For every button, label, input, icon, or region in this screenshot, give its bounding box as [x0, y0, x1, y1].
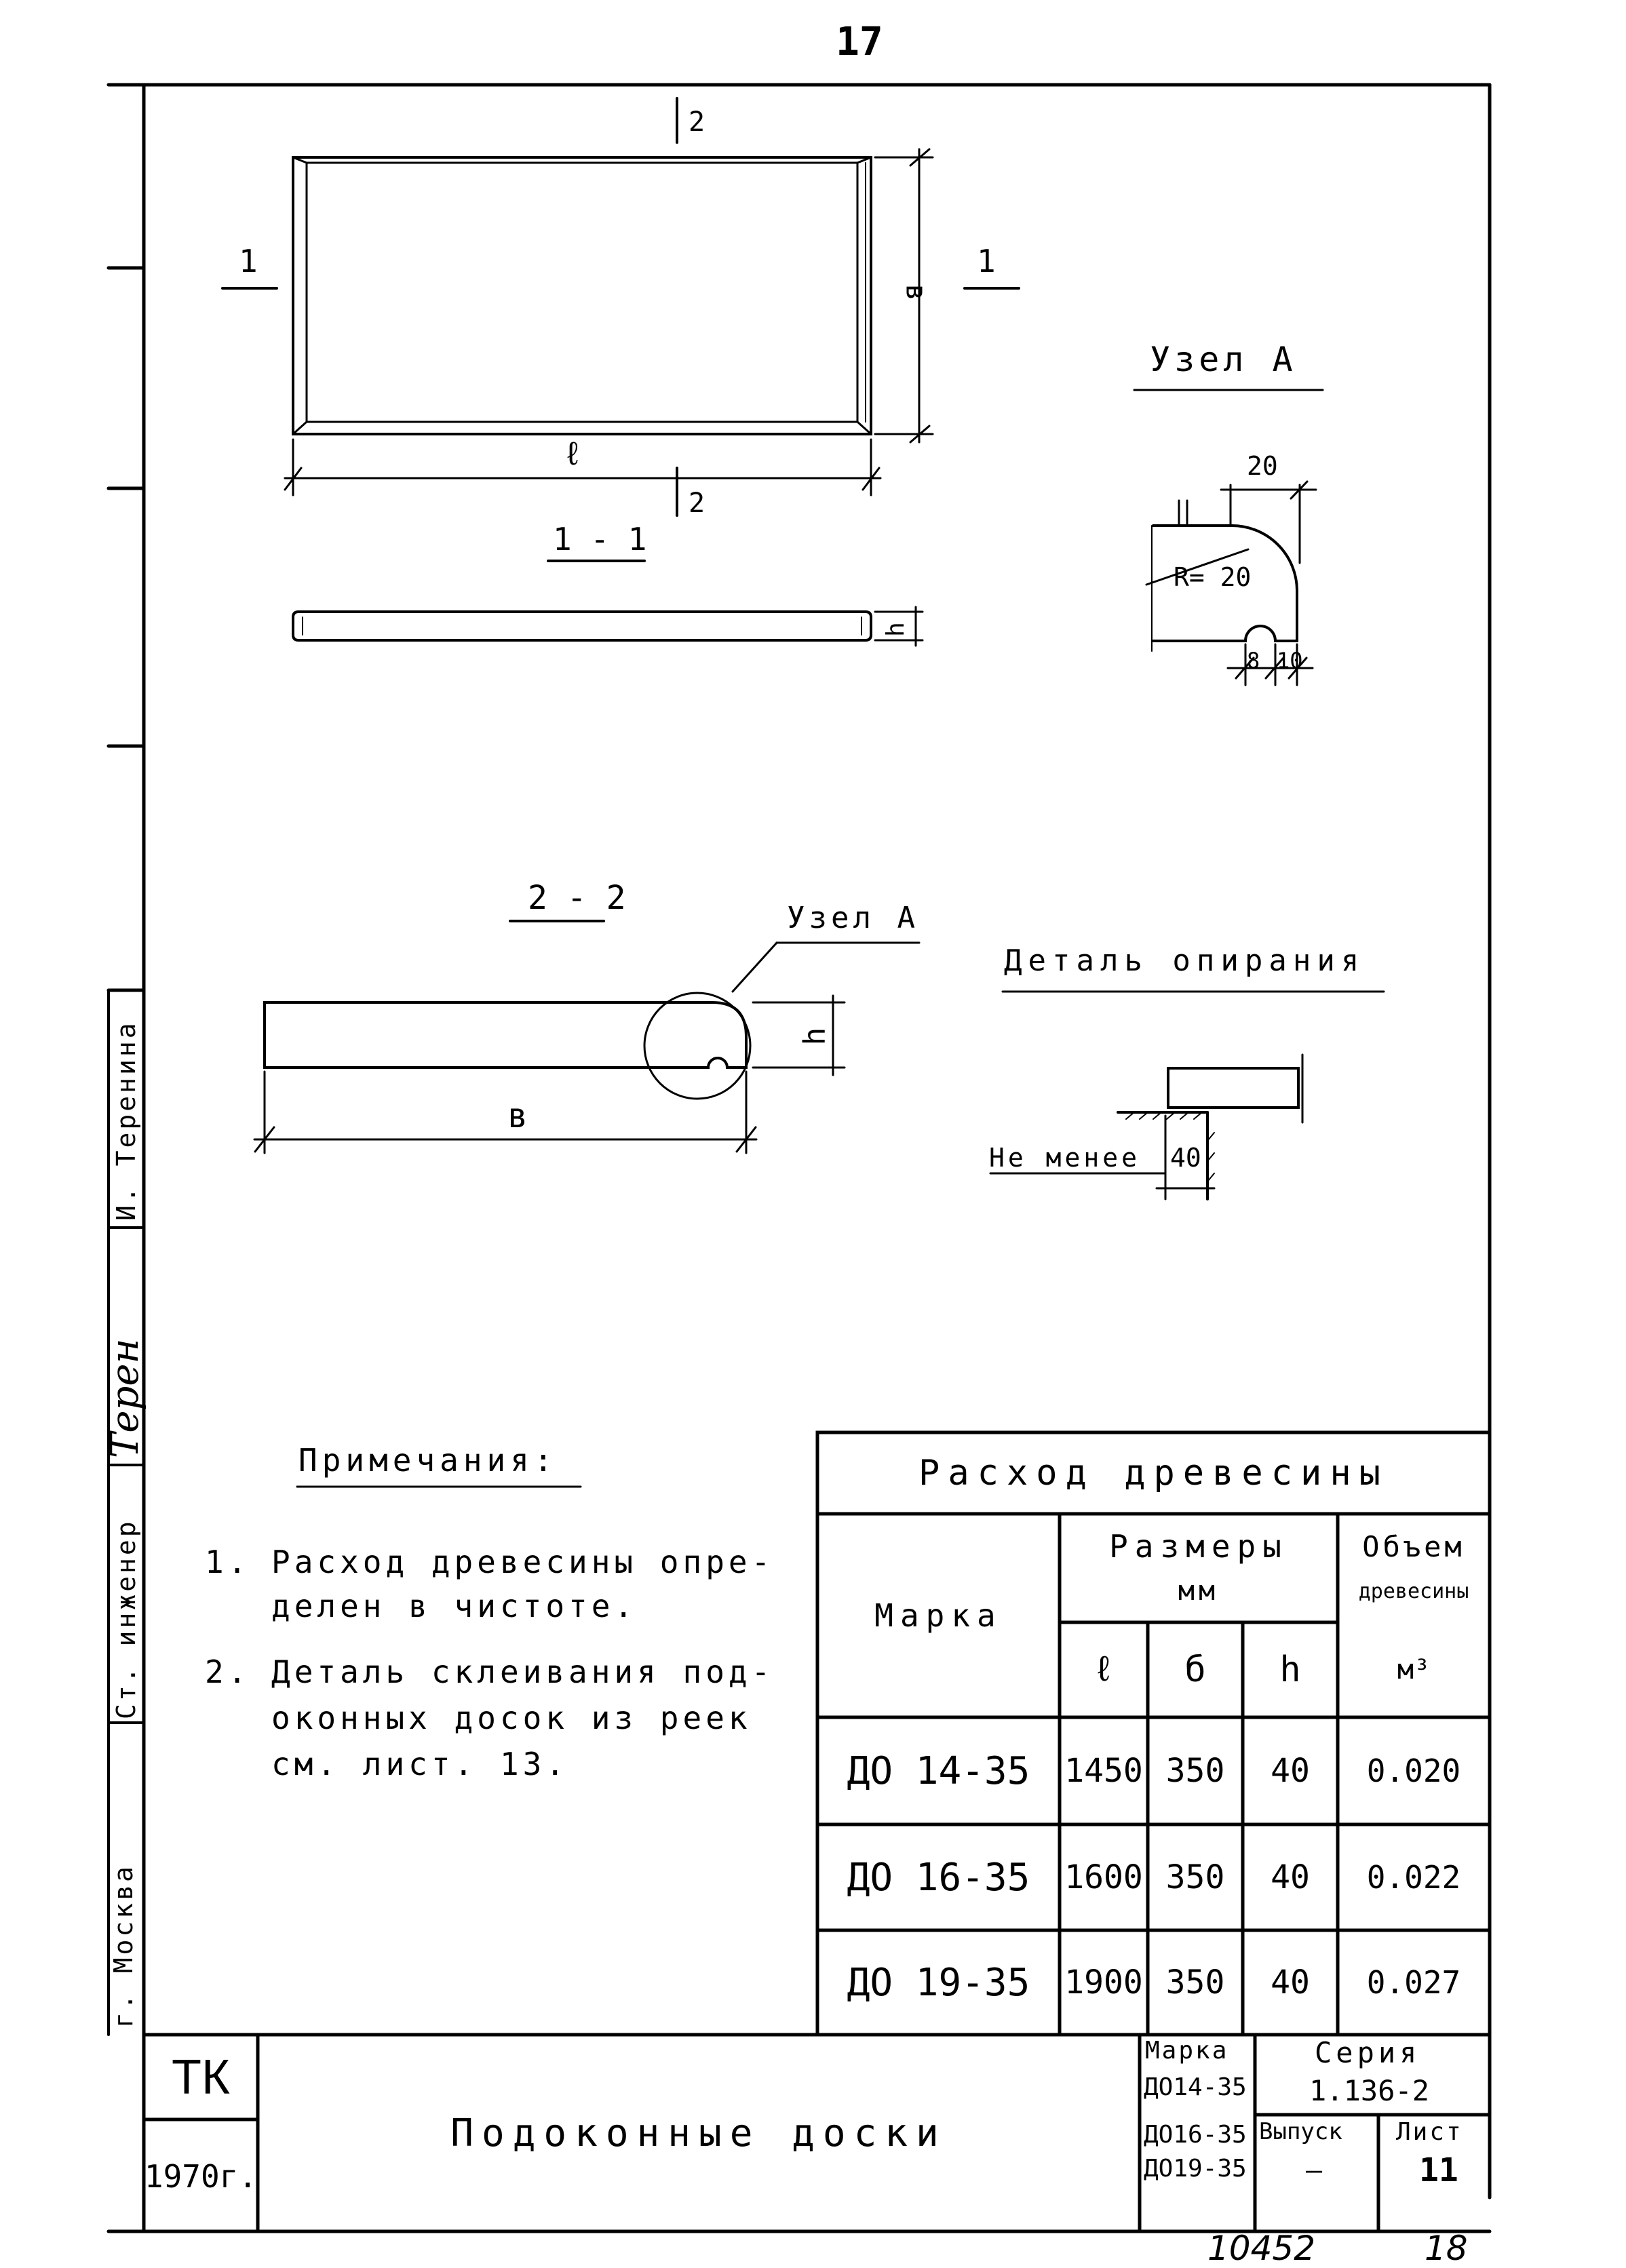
title-block-series-label: Серия — [1315, 2036, 1421, 2069]
plan-view — [222, 98, 1019, 519]
table-row-1-h: 40 — [1271, 1752, 1310, 1790]
title-block-series: 1.136-2 — [1309, 2074, 1430, 2107]
table-col-sizes: Размеры — [1109, 1528, 1288, 1565]
table-col-volume-2: древесины — [1358, 1579, 1469, 1603]
dim-b-label: в — [899, 284, 933, 301]
table-row-2-mark: ДО 16-35 — [847, 1855, 1030, 1900]
table-row-1-b: 350 — [1165, 1752, 1225, 1790]
table-row-3-volume: 0.027 — [1366, 1964, 1461, 2001]
table-col-volume-unit: м³ — [1397, 1654, 1431, 1685]
cut-1-right-label: 1 — [977, 243, 996, 279]
table-row-1-l: 1450 — [1064, 1752, 1143, 1790]
archive-number: 10452 — [1207, 2229, 1316, 2268]
table-col-mark: Марка — [874, 1597, 1003, 1634]
title-block-title: Подоконные доски — [450, 2111, 947, 2155]
node-a-dim-10: 10 — [1277, 648, 1303, 673]
title-block-marka-label: Марка — [1145, 2037, 1229, 2065]
table-row-3-h: 40 — [1271, 1963, 1310, 2001]
section-1-h-label: h — [881, 622, 910, 637]
table-col-volume: Объем — [1362, 1529, 1465, 1563]
note-2-line-3: см. лист. 13. — [271, 1746, 569, 1782]
node-a-callout: Узел А — [787, 901, 919, 935]
node-a-dim-20: 20 — [1247, 451, 1278, 481]
table-row-2-volume: 0.022 — [1366, 1859, 1461, 1896]
notes-heading: Примечания: — [298, 1442, 558, 1479]
side-stamp-signature: Терен — [103, 1338, 147, 1458]
section-1-1 — [293, 561, 923, 646]
support-dim-40: 40 — [1170, 1143, 1201, 1173]
note-2-number: 2. — [205, 1654, 251, 1690]
section-2-h-label: h — [797, 1027, 832, 1046]
note-1-line-2: делен в чистоте. — [271, 1588, 638, 1624]
table-row-2-b: 350 — [1165, 1858, 1225, 1896]
note-2-line-2: оконных досок из реек — [271, 1700, 752, 1736]
table-title: Расход древесины — [918, 1453, 1389, 1493]
note-2-line-1: Деталь склеивания под- — [271, 1654, 775, 1690]
dim-l-label: ℓ — [563, 435, 583, 473]
note-1-line-1: Расход древесины опре- — [271, 1544, 775, 1580]
table-sub-b: б — [1184, 1649, 1206, 1690]
title-block-issue-label: Выпуск — [1259, 2118, 1342, 2145]
table-sub-h: h — [1279, 1649, 1301, 1690]
table-row-1-volume: 0.020 — [1366, 1753, 1461, 1789]
table-row-3-l: 1900 — [1064, 1963, 1143, 2001]
table-row-2-h: 40 — [1271, 1858, 1310, 1896]
title-block-sheet: 11 — [1419, 2151, 1458, 2189]
page-number: 17 — [836, 18, 883, 64]
table-row-2-l: 1600 — [1064, 1858, 1143, 1896]
footer-sheet-number: 18 — [1425, 2229, 1468, 2268]
node-a-title: Узел А — [1150, 340, 1297, 379]
node-a-dim-8: 8 — [1247, 648, 1260, 673]
title-block-mark-2: ДО16-35 — [1144, 2121, 1247, 2149]
node-a-detail — [1134, 390, 1323, 685]
title-block-mark-1: ДО14-35 — [1144, 2073, 1247, 2101]
table-row-3-b: 350 — [1165, 1963, 1225, 2001]
section-2-2-title: 2 - 2 — [528, 879, 626, 917]
cut-2-bottom-label: 2 — [689, 488, 705, 519]
section-2-b-label: в — [507, 1096, 528, 1135]
support-title: Деталь опирания — [1004, 943, 1366, 978]
title-block-org: ТК — [172, 2050, 230, 2105]
title-block-issue: — — [1306, 2155, 1323, 2186]
cut-2-top-label: 2 — [689, 106, 705, 138]
note-1-number: 1. — [205, 1544, 251, 1580]
node-a-radius: R= 20 — [1174, 562, 1252, 592]
cut-1-left-label: 1 — [239, 243, 258, 279]
side-stamp-city: г. Москва — [109, 1864, 138, 2028]
title-block-mark-3: ДО19-35 — [1144, 2155, 1247, 2183]
support-min-label: Не менее — [989, 1143, 1141, 1173]
title-block-year: 1970г. — [144, 2158, 258, 2195]
table-sub-l: ℓ — [1093, 1648, 1115, 1689]
side-stamp-name: И. Теренина — [111, 1020, 141, 1221]
table-row-1-mark: ДО 14-35 — [847, 1748, 1030, 1793]
title-block-sheet-label: Лист — [1396, 2118, 1463, 2146]
side-stamp-role: Ст. инженер — [111, 1519, 141, 1719]
section-1-1-title: 1 - 1 — [553, 521, 647, 558]
table-col-sizes-unit: мм — [1178, 1576, 1220, 1607]
table-row-3-mark: ДО 19-35 — [847, 1960, 1030, 2005]
